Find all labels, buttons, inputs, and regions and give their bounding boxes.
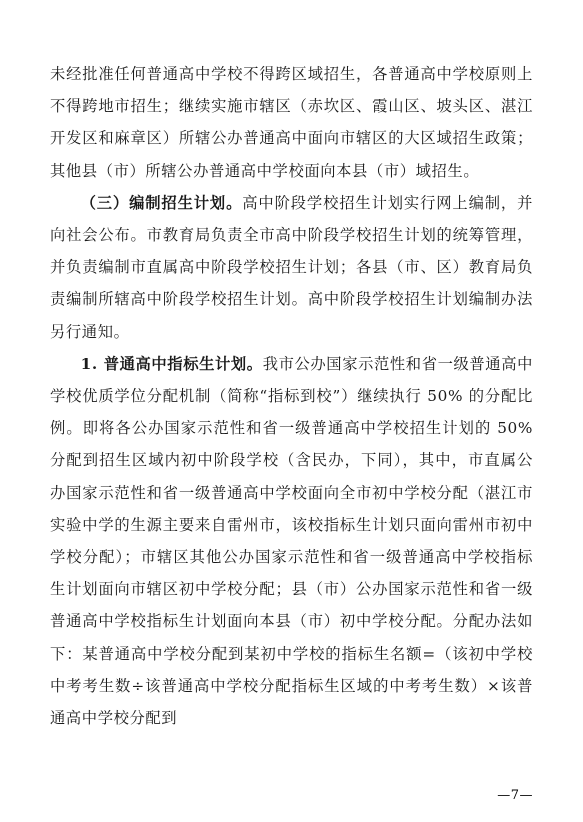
paragraph-text: 高中阶段学校招生计划实行网上编制，并向社会公布。市教育局负责全市高中阶段学校招生计划的统筹管理，并负责编制市直属高中阶段学校招生计划；各县（市、区）教育局负责编制所辖高中阶段学校招生计划。高中阶段学校招生计划编制办法另行通知。 [50,193,533,341]
paragraph-enrollment-region [50,58,533,187]
subsection-heading: 1. 普通高中指标生计划。 [80,354,263,373]
paragraph-text: 我市公办国家示范性和省一级普通高中学校优质学位分配机制（简称“指标到校”）继续执行 50% 的分配比例。即将各公办国家示范性和省一级普通高中学校招生计划的 50%分配到招生区域内初中阶段学校（含民办，下同），其中，市直属公办国家示范性和省一级普通高中学校面向全市初中学校分配（湛江市实验中学的生源主要来自雷州市，该校指标生计划只面向雷州市初中学校分配）；市辖区其他公办国家示范性和省一级普通高中学校指标生计划面向市辖区初中学校分配；县（市）公办国家示范性和省一级普通高中学校指标生计划面向本县（市）初中学校分配。分配办法如下：某普通高中学校分配到某初中学校的指标生名额=（该初中学校中考考生数÷该普通高中学校分配指标生区域的中考考生数）×该普通高中学校分配到 [50,354,533,728]
section-heading: （三）编制招生计划。 [80,193,243,212]
paragraph-text: 未经批准任何普通高中学校不得跨区域招生，各普通高中学校原则上不得跨地市招生；继续实施市辖区（赤坎区、霞山区、坡头区、湛江开发区和麻章区）所辖公办普通高中面向市辖区的大区域招生政策；其他县（市）所辖公办普通高中学校面向本县（市）域招生。 [50,65,533,180]
page-number: —7— [497,788,533,803]
paragraph-quota-plan [50,348,533,734]
paragraph-enrollment-plan [50,187,533,348]
